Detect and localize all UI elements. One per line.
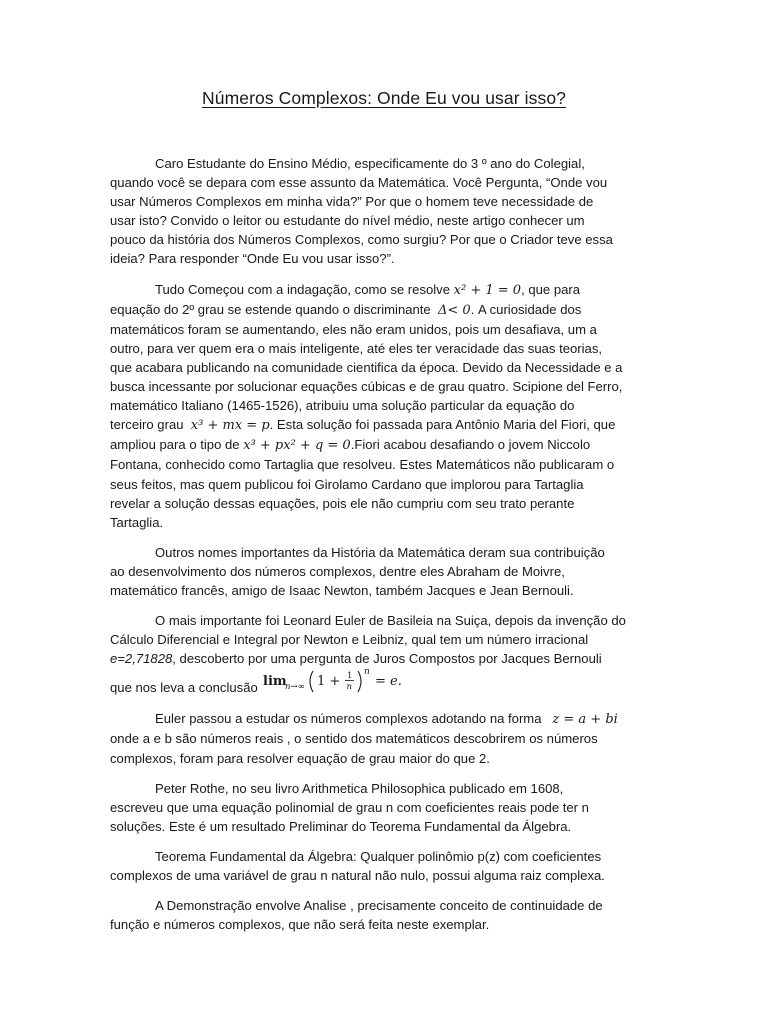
text-line: outro, para ver quem era o mais inteligente, até eles ter veracidade das suas teorias,: [110, 340, 603, 356]
limit-formula-svg: [261, 666, 421, 696]
document-body: [110, 154, 658, 945]
right-paren: [358, 671, 361, 692]
text-line: [110, 415, 658, 435]
paragraph-theorem: [110, 847, 658, 885]
equation-complex-form: z = a + bi: [552, 712, 618, 728]
text-segment: , que para: [521, 281, 581, 297]
text-segment: Euler passou a estudar os números complexos adotando na forma: [155, 711, 542, 727]
paragraph-intro: [110, 154, 658, 269]
text-line: ideia? Para responder “Onde Eu vou usar isso?”.: [110, 251, 395, 267]
text-line: Tartaglia.: [110, 514, 164, 530]
text-line: função e números complexos, que não será feita neste exemplar.: [110, 917, 490, 933]
text-line: Teorema Fundamental da Álgebra: Qualquer polinômio p(z) com coeficientes: [155, 848, 602, 864]
text-line: soluções. Este é um resultado Preliminar do Teorema Fundamental da Álgebra.: [110, 818, 572, 834]
text-segment: ampliou para o tipo de: [110, 437, 240, 453]
limit-expression: [261, 666, 421, 707]
paragraph-rothe: [110, 779, 658, 836]
text-line: Peter Rothe, no seu livro Arithmetica Philosophica publicado em 1608,: [155, 780, 564, 796]
text-line: matemáticos foram se aumentando, eles não eram unidos, pois um desafiava, um a: [110, 321, 597, 337]
text-line: [110, 435, 658, 455]
text-line: que acabara publicando na comunidade cientifica da época. Devido da Necessidade e a: [110, 359, 623, 375]
text-line: onde a e b são números reais , o sentido dos matemáticos descobrirem os números: [110, 731, 598, 747]
text-line: matemático francês, amigo de Isaac Newton, também Jacques e Jean Bernouli.: [110, 582, 574, 598]
equation-cubic: x³ + px² + q = 0: [243, 438, 351, 454]
text-line: revelar a solução dessas equações, pois ele não cumpriu com seu trato perante: [110, 495, 575, 511]
text-segment: que nos leva a conclusão: [110, 680, 258, 696]
lim-word: lim: [263, 674, 288, 690]
text-line: [110, 709, 658, 729]
equation-quadratic: x² + 1 = 0: [453, 282, 522, 298]
lim-subscript: n→∞: [285, 682, 306, 693]
text-line: matemático Italiano (1465-1526), atribuiu uma solução particular da equação do: [110, 398, 575, 414]
text-segment: equação do 2º grau se estende quando o discriminante: [110, 301, 431, 317]
text-line: complexos, foram para resolver equação de grau maior do que 2.: [110, 750, 490, 766]
text-line: A Demonstração envolve Analise , precisamente conceito de continuidade de: [155, 898, 603, 914]
paragraph-demonstration: [110, 896, 658, 934]
text-line: busca incessante por solucionar equações cúbicas e de grau quatro. Scipione del Ferro,: [110, 379, 623, 395]
text-line: [110, 668, 658, 698]
paragraph-euler: [110, 611, 658, 698]
text-line: quando você se depara com esse assunto da Matemática. Você Pergunta, “Onde vou: [110, 175, 608, 191]
text-segment: terceiro grau: [110, 417, 184, 433]
text-line: [110, 300, 658, 320]
text-line: O mais importante foi Leonard Euler de Basileia na Suiça, depois da invenção do: [155, 613, 626, 629]
text-line: usar Números Complexos em minha vida?” Por que o homem teve necessidade de: [110, 194, 594, 210]
text-line: seus feitos, mas quem publicou foi Girolamo Cardano que implorou para Tartaglia: [110, 476, 584, 492]
text-segment: , descoberto por uma pergunta de Juros Compostos por Jacques Bernouli: [172, 651, 602, 667]
paragraph-other-names: [110, 543, 658, 600]
euler-number: e=2,71828: [110, 651, 173, 667]
text-segment: Tudo Começou com a indagação, como se resolve: [155, 281, 451, 297]
text-segment: . Esta solução foi passada para Antônio Maria del Fiori, que: [269, 417, 616, 433]
lim-rhs: = e.: [375, 674, 403, 690]
text-line: Caro Estudante do Ensino Médio, especificamente do 3 º ano do Colegial,: [155, 156, 585, 171]
text-line: pouco da história dos Números Complexos, como surgiu? Por que o Criador teve essa: [110, 232, 613, 248]
text-line: complexos de uma variável de grau n natural não nulo, possui alguma raiz complexa.: [110, 868, 605, 883]
fraction-denominator: n: [346, 682, 353, 693]
paragraph-history: [110, 280, 658, 532]
text-segment: . A curiosidade dos: [470, 301, 582, 317]
exponent-n: n: [364, 667, 371, 678]
text-line: Fontana, conhecido como Tartaglia que resolveu. Estes Matemáticos não publicaram o: [110, 457, 615, 473]
left-paren: [310, 671, 313, 692]
paragraph-complex-form: [110, 709, 658, 767]
lim-one: 1 +: [317, 674, 341, 690]
equation-cubic-depressed: x³ + mx = p: [190, 418, 270, 434]
equation-discriminant: Δ< 0: [438, 302, 471, 318]
text-line: escreveu que uma equação polinomial de grau n com coeficientes reais pode ter n: [110, 799, 589, 815]
text-line: ao desenvolvimento dos números complexos, dentre eles Abraham de Moivre,: [110, 563, 565, 579]
text-line: [110, 280, 658, 300]
fraction-numerator: 1: [347, 671, 353, 682]
document-title: Números Complexos: Onde Eu vou usar isso?: [202, 88, 566, 108]
text-line: Outros nomes importantes da História da Matemática deram sua contribuição: [155, 544, 605, 560]
text-line: usar isto? Convido o leitor ou estudante do nível médio, neste artigo conhecer um: [110, 213, 585, 229]
text-segment: .Fiori acabou desafiando o jovem Niccolo: [350, 437, 591, 453]
text-line: Cálculo Diferencial e Integral por Newton e Leibniz, qual tem um número irracional: [110, 632, 589, 648]
